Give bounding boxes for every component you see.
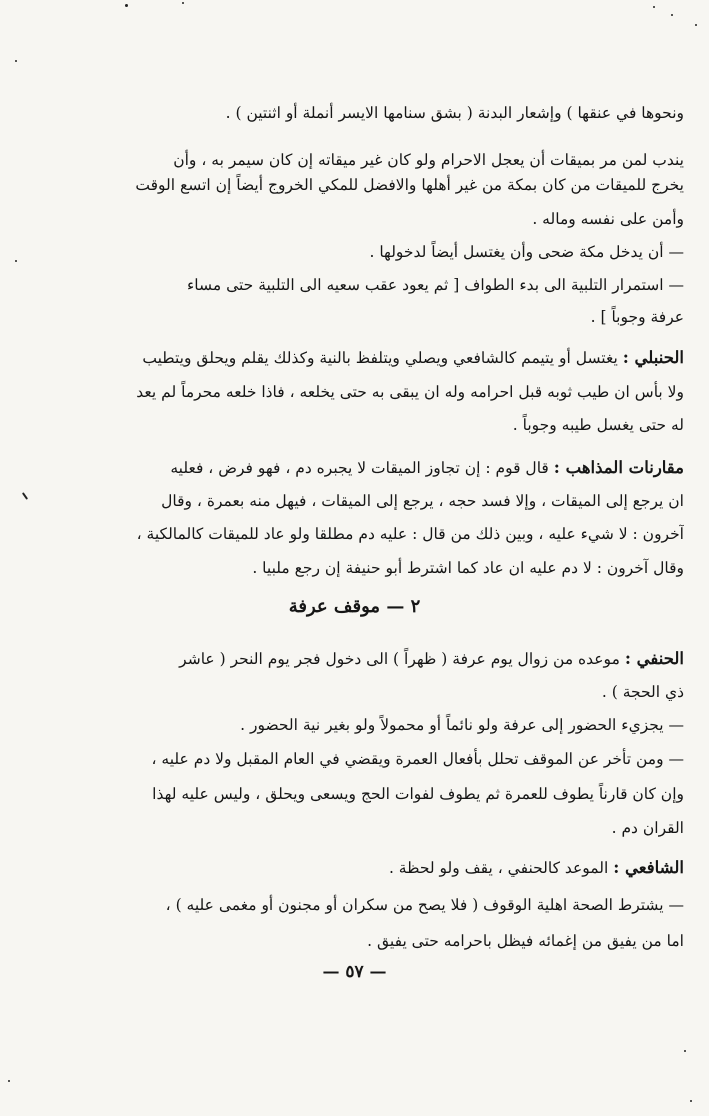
text-line: ونحوها في عنقها ) وإشعار البدنة ( بشق سنامها الايسر أنملة أو اثنتين ) . xyxy=(225,104,684,122)
scan-speck xyxy=(684,1050,686,1052)
hanafi-text: موعده من زوال يوم عرفة ( ظهراً ) الى دخول فجر يوم النحر ( عاشر xyxy=(179,650,620,668)
comparisons-line xyxy=(50,456,684,482)
comparisons-label: مقارنات المذاهب : xyxy=(553,458,684,477)
hanbali-line xyxy=(50,346,684,372)
text-line: آخرون : لا شيء عليه ، وبين ذلك من قال : عليه دم مطلقا ولو عاد للميقات كالمالكية ، xyxy=(136,525,684,543)
text-line: — يجزيء الحضور إلى عرفة ولو نائماً أو محمولاً ولو بغير نية الحضور . xyxy=(240,716,684,734)
text-line: — ومن تأخر عن الموقف تحلل بأفعال العمرة ويقضي في العام المقبل ولا دم عليه ، xyxy=(151,750,684,768)
main-text xyxy=(50,0,684,1116)
text-line: يخرج للميقات من كان بمكة من غير أهلها والافضل للمكي الخروج أيضاً إن اتسع الوقت xyxy=(135,176,684,194)
comparisons-text: قال قوم : إن تجاوز الميقات لا يجبره دم ، فهو فرض ، فعليه xyxy=(170,459,549,477)
scan-speck xyxy=(15,60,17,62)
text-line: وإن كان قارناً يطوف للعمرة ثم يطوف لفوات الحج ويسعى ويحلق ، وليس عليه لهذا xyxy=(152,785,684,803)
text-line: — يشترط الصحة اهلية الوقوف ( فلا يصح من سكران أو مجنون أو مغمى عليه ) ، xyxy=(165,896,684,914)
text-line: القران دم . xyxy=(611,819,684,837)
shafii-line xyxy=(50,856,684,882)
scan-speck xyxy=(15,260,17,262)
text-line: يندب لمن مر بميقات أن يعجل الاحرام ولو كان غير ميقاته إن كان سيمر به ، وأن xyxy=(173,151,684,169)
shafii-text: الموعد كالحنفي ، يقف ولو لحظة . xyxy=(388,859,609,877)
text-line: وقال آخرون : لا دم عليه ان عاد كما اشترط أبو حنيفة إن رجع ملبيا . xyxy=(252,559,684,577)
scan-speck xyxy=(8,1080,10,1082)
scan-speck xyxy=(690,1100,692,1102)
text-line: — استمرار التلبية الى بدء الطواف [ ثم يعود عقب سعيه الى التلبية حتى مساء xyxy=(187,276,684,294)
text-line: وأمن على نفسه وماله . xyxy=(532,210,684,228)
text-line: ان يرجع إلى الميقات ، وإلا فسد حجه ، يرجع إلى الميقات ، فيهل منه بعمرة ، وقال xyxy=(161,492,684,510)
hanbali-text: يغتسل أو يتيمم كالشافعي ويصلي ويتلفظ بالنية وكذلك يقلم ويحلق ويتطيب xyxy=(142,349,618,367)
text-line: ولا بأس ان طيب ثوبه قبل احرامه وله ان يبقى به حتى يخلعه ، فاذا خلعه محرماً لم يعد xyxy=(136,383,684,401)
text-line: اما من يفيق من إغمائه فيظل باحرامه حتى يفيق . xyxy=(367,932,684,950)
scan-speck xyxy=(695,24,697,26)
page-number: — ٥٧ — xyxy=(322,962,387,982)
text-line: له حتى يغسل طيبه وجوباً . xyxy=(512,416,684,434)
text-line: ذي الحجة ) . xyxy=(601,683,684,701)
text-line: عرفة وجوباً ] . xyxy=(590,308,684,326)
hanbali-label: الحنبلي : xyxy=(622,348,684,367)
text-line: — أن يدخل مكة ضحى وأن يغتسل أيضاً لدخولها . xyxy=(369,243,684,261)
section-heading: ٢ — موقف عرفة xyxy=(288,596,421,617)
hanafi-line xyxy=(50,647,684,673)
hanafi-label: الحنفي : xyxy=(624,649,684,668)
shafii-label: الشافعي : xyxy=(613,858,684,877)
scan-speck xyxy=(22,492,28,500)
